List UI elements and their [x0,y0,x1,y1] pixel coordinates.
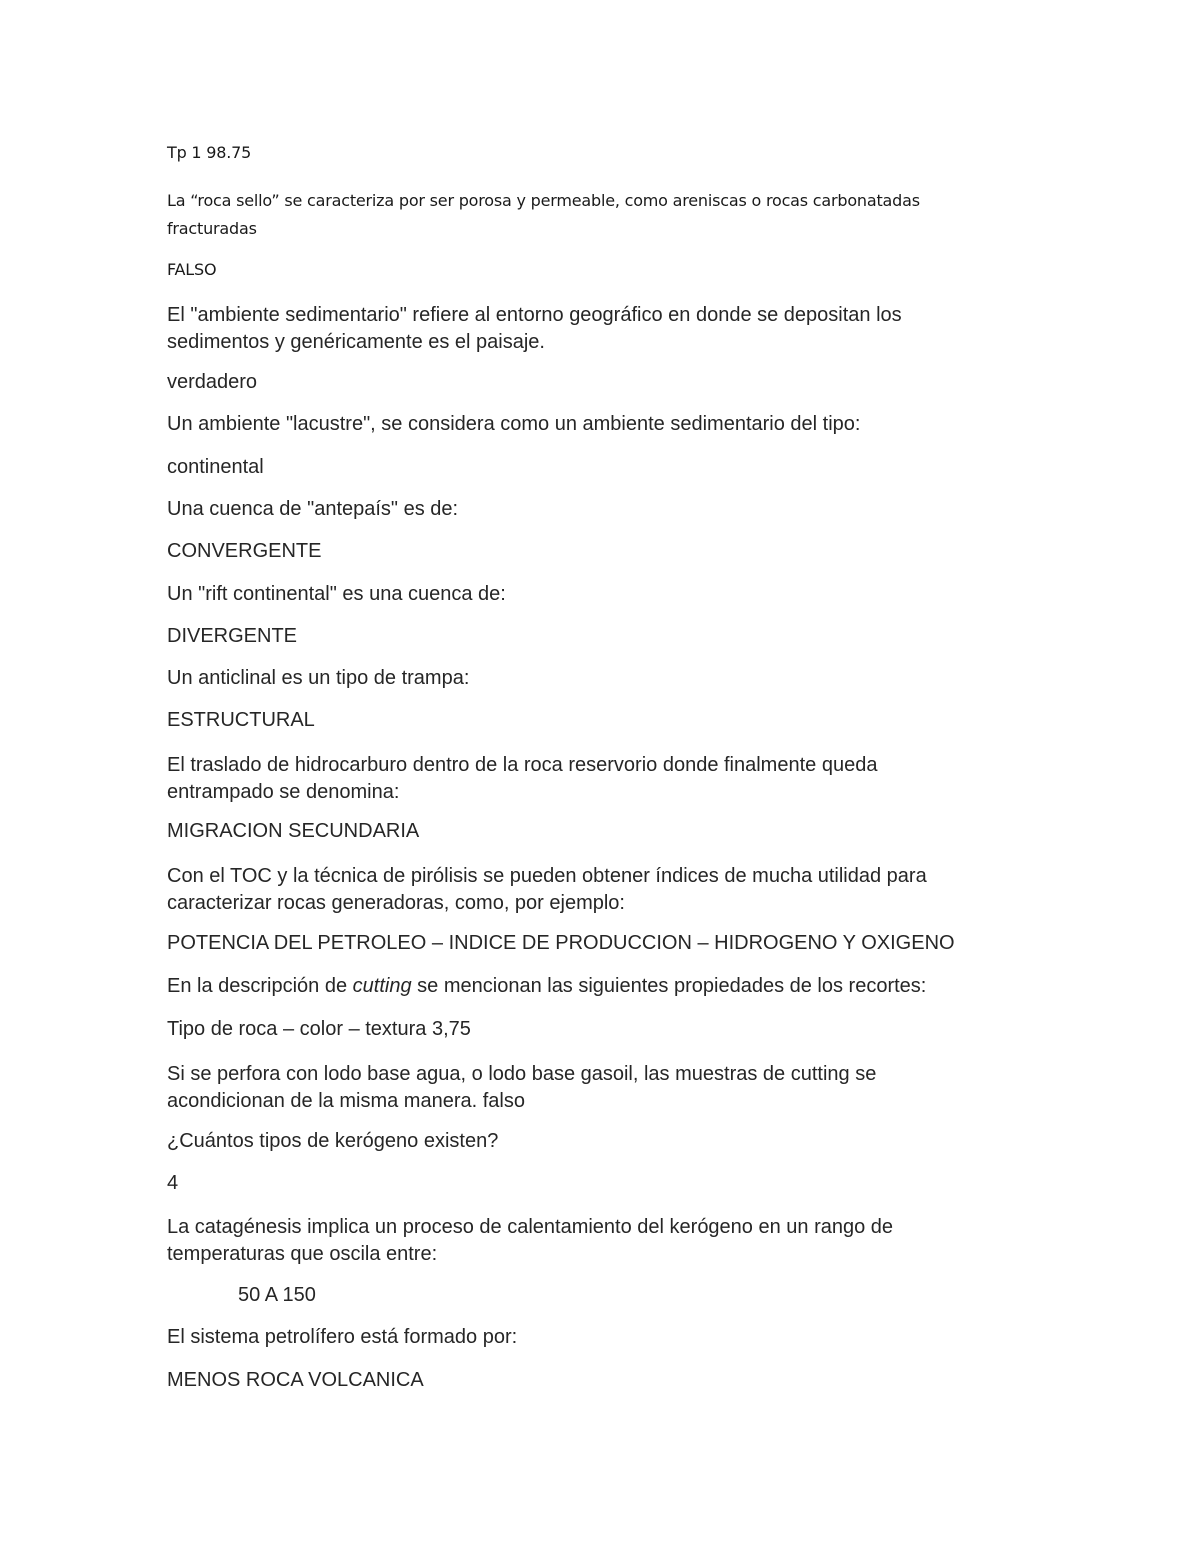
question-6: Un anticlinal es un tipo de trampa: [167,667,470,689]
answer-11: 4 [167,1172,179,1194]
question-4: Una cuenca de "antepaís" es de: [167,498,459,520]
answer-13: MENOS ROCA VOLCANICA [167,1369,424,1391]
question-7-line-2: entrampado se denomina: [167,781,400,803]
question-12-line-2: temperaturas que oscila entre: [167,1243,438,1265]
answer-8: POTENCIA DEL PETROLEO – INDICE DE PRODUCCION – HIDROGENO Y OXIGENO [167,932,955,954]
question-8-line-2: caracterizar rocas generadoras, como, por ejemplo: [167,892,625,914]
question-8-line-1: Con el TOC y la técnica de pirólisis se pueden obtener índices de mucha utilidad para [167,865,927,887]
question-5: Un "rift continental" es una cuenca de: [167,583,506,605]
question-3: Un ambiente "lacustre", se considera como un ambiente sedimentario del tipo: [167,413,861,435]
question-10-line-1: Si se perfora con lodo base agua, o lodo base gasoil, las muestras de cutting se [167,1063,877,1085]
question-1 [167,187,920,243]
answer-2: verdadero [167,371,258,393]
answer-6: ESTRUCTURAL [167,709,315,731]
question-2-line-2: sedimentos y genéricamente es el paisaje. [167,331,545,353]
question-2-line-1: El "ambiente sedimentario" refiere al entorno geográfico en donde se depositan los [167,304,902,326]
question-10 [167,1061,876,1115]
answer-5: DIVERGENTE [167,625,298,647]
question-1-line-1: La “roca sello” se caracteriza por ser porosa y permeable, como areniscas o rocas carbonatadas [167,191,920,210]
question-9 [167,975,926,998]
answer-1: FALSO [167,260,217,279]
question-9-prefix: En la descripción de [167,975,353,997]
question-7 [167,752,877,806]
document-title: Tp 1 98.75 [167,143,252,162]
question-11: ¿Cuántos tipos de kerógeno existen? [167,1130,499,1152]
question-13: El sistema petrolífero está formado por: [167,1326,518,1348]
answer-12: 50 A 150 [238,1284,316,1306]
question-12-line-1: La catagénesis implica un proceso de calentamiento del kerógeno en un rango de [167,1216,894,1238]
answer-4: CONVERGENTE [167,540,322,562]
question-9-suffix: se mencionan las siguientes propiedades de los recortes: [411,975,927,997]
question-7-line-1: El traslado de hidrocarburo dentro de la roca reservorio donde finalmente queda [167,754,878,776]
question-9-emphasis: cutting [352,975,412,997]
question-12 [167,1214,893,1268]
answer-9: Tipo de roca – color – textura 3,75 [167,1018,471,1040]
question-2 [167,302,902,356]
question-8 [167,863,927,917]
answer-3: continental [167,456,264,478]
answer-7: MIGRACION SECUNDARIA [167,820,420,842]
question-10-line-2: acondicionan de la misma manera. falso [167,1090,525,1112]
question-1-line-2: fracturadas [167,219,257,238]
